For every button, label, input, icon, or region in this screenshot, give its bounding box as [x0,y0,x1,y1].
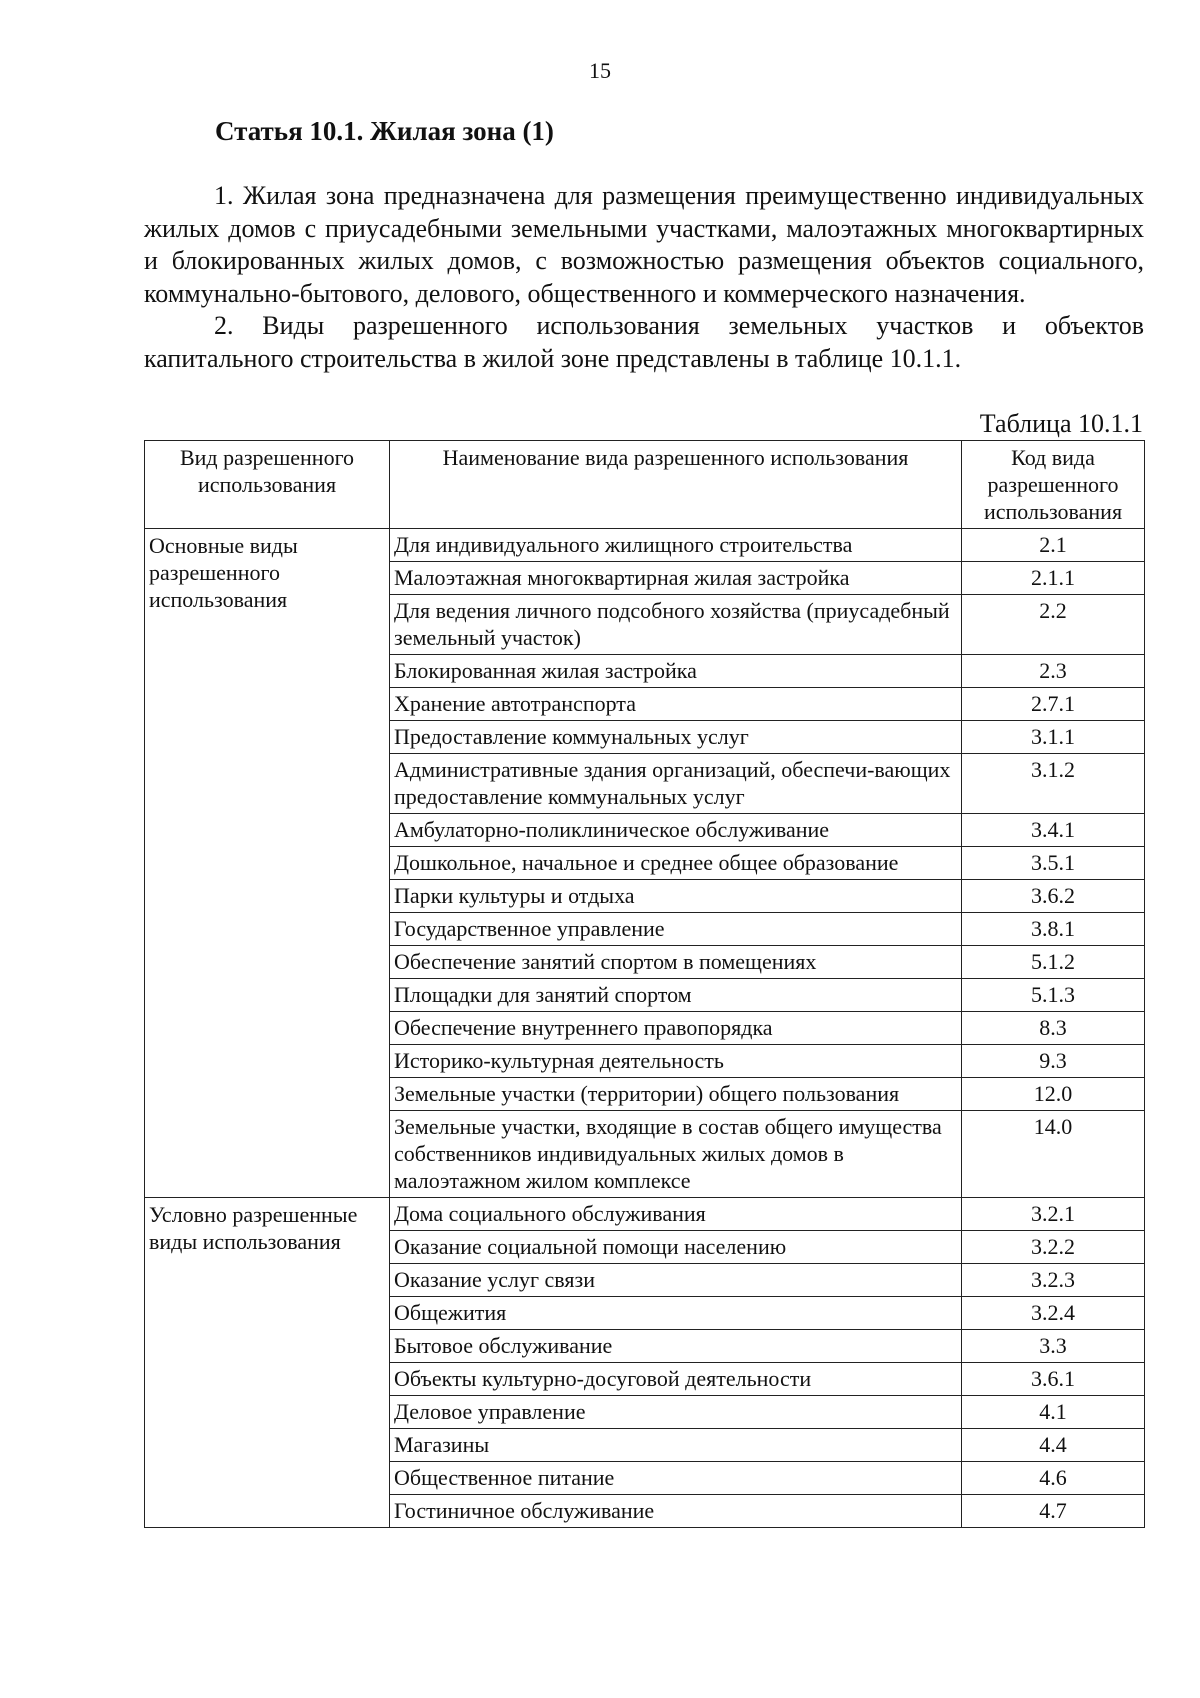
table-body [145,529,1145,1528]
use-name-cell: Магазины [390,1429,962,1462]
table-row [145,1198,1145,1231]
use-name-cell: Предоставление коммунальных услуг [390,721,962,754]
use-name-cell: Блокированная жилая застройка [390,655,962,688]
paragraph-1: 1. Жилая зона предназначена для размещения преимущественно индивидуальных жилых домов с приусадебными земельными участками, малоэтажных многоквартирных и блокированных жилых домов, с возможностью размещения объектов социального, коммунально-бытового, делового, общественного и коммерческого назначения. [144,181,1144,308]
use-name-cell: Хранение автотранспорта [390,688,962,721]
use-code-cell: 4.4 [962,1429,1145,1462]
table-row [145,529,1145,562]
use-name-cell: Малоэтажная многоквартирная жилая застройка [390,562,962,595]
use-code-cell: 3.3 [962,1330,1145,1363]
use-code-cell: 9.3 [962,1045,1145,1078]
use-code-cell: 2.1 [962,529,1145,562]
use-code-cell: 8.3 [962,1012,1145,1045]
use-code-cell: 3.5.1 [962,847,1145,880]
page-number: 15 [589,58,611,83]
use-name-cell: Земельные участки, входящие в состав общего имущества собственников индивидуальных жилых домов в малоэтажном жилом комплексе [390,1111,962,1198]
use-code-cell: 3.1.2 [962,754,1145,814]
use-name-cell: Для индивидуального жилищного строительства [390,529,962,562]
use-code-cell: 3.2.2 [962,1231,1145,1264]
use-name-cell: Для ведения личного подсобного хозяйства (приусадебный земельный участок) [390,595,962,655]
use-code-cell: 3.6.2 [962,880,1145,913]
use-name-cell: Дома социального обслуживания [390,1198,962,1231]
use-name-cell: Бытовое обслуживание [390,1330,962,1363]
use-code-cell: 4.7 [962,1495,1145,1528]
use-group-label: Условно разрешенные виды использования [145,1198,390,1528]
use-code-cell: 2.3 [962,655,1145,688]
use-code-cell: 3.6.1 [962,1363,1145,1396]
use-code-cell: 5.1.2 [962,946,1145,979]
article-heading: Статья 10.1. Жилая зона (1) [215,116,554,146]
use-code-cell: 5.1.3 [962,979,1145,1012]
use-name-cell: Парки культуры и отдыха [390,880,962,913]
use-name-cell: Земельные участки (территории) общего пользования [390,1078,962,1111]
use-name-cell: Объекты культурно-досуговой деятельности [390,1363,962,1396]
use-name-cell: Обеспечение занятий спортом в помещениях [390,946,962,979]
use-code-cell: 4.1 [962,1396,1145,1429]
use-name-cell: Гостиничное обслуживание [390,1495,962,1528]
use-code-cell: 4.6 [962,1462,1145,1495]
use-name-cell: Деловое управление [390,1396,962,1429]
use-name-cell: Амбулаторно-поликлиническое обслуживание [390,814,962,847]
table-caption: Таблица 10.1.1 [979,409,1143,438]
use-code-cell: 3.2.4 [962,1297,1145,1330]
table-header [145,441,1145,529]
use-name-cell: Государственное управление [390,913,962,946]
header-use-code: Код вида разрешенного использования [962,441,1145,529]
use-code-cell: 14.0 [962,1111,1145,1198]
land-use-table [144,440,1145,1528]
use-name-cell: Оказание социальной помощи населению [390,1231,962,1264]
use-code-cell: 3.4.1 [962,814,1145,847]
use-code-cell: 2.2 [962,595,1145,655]
use-code-cell: 3.2.1 [962,1198,1145,1231]
use-code-cell: 12.0 [962,1078,1145,1111]
use-name-cell: Общежития [390,1297,962,1330]
use-name-cell: Административные здания организаций, обеспечи-вающих предоставление коммунальных услуг [390,754,962,814]
use-name-cell: Общественное питание [390,1462,962,1495]
use-name-cell: Площадки для занятий спортом [390,979,962,1012]
header-use-name: Наименование вида разрешенного использования [390,441,962,529]
use-code-cell: 2.1.1 [962,562,1145,595]
header-use-type: Вид разрешенного использования [145,441,390,529]
use-name-cell: Дошкольное, начальное и среднее общее образование [390,847,962,880]
use-name-cell: Историко-культурная деятельность [390,1045,962,1078]
header-row [145,441,1145,529]
use-code-cell: 3.1.1 [962,721,1145,754]
use-group-label: Основные виды разрешенного использования [145,529,390,1198]
use-code-cell: 3.2.3 [962,1264,1145,1297]
use-code-cell: 2.7.1 [962,688,1145,721]
use-name-cell: Обеспечение внутреннего правопорядка [390,1012,962,1045]
body-text [144,180,1144,375]
use-name-cell: Оказание услуг связи [390,1264,962,1297]
paragraph-2: 2. Виды разрешенного использования земельных участков и объектов капитального строительства в жилой зоне представлены в таблице 10.1.1. [144,311,1144,373]
use-code-cell: 3.8.1 [962,913,1145,946]
